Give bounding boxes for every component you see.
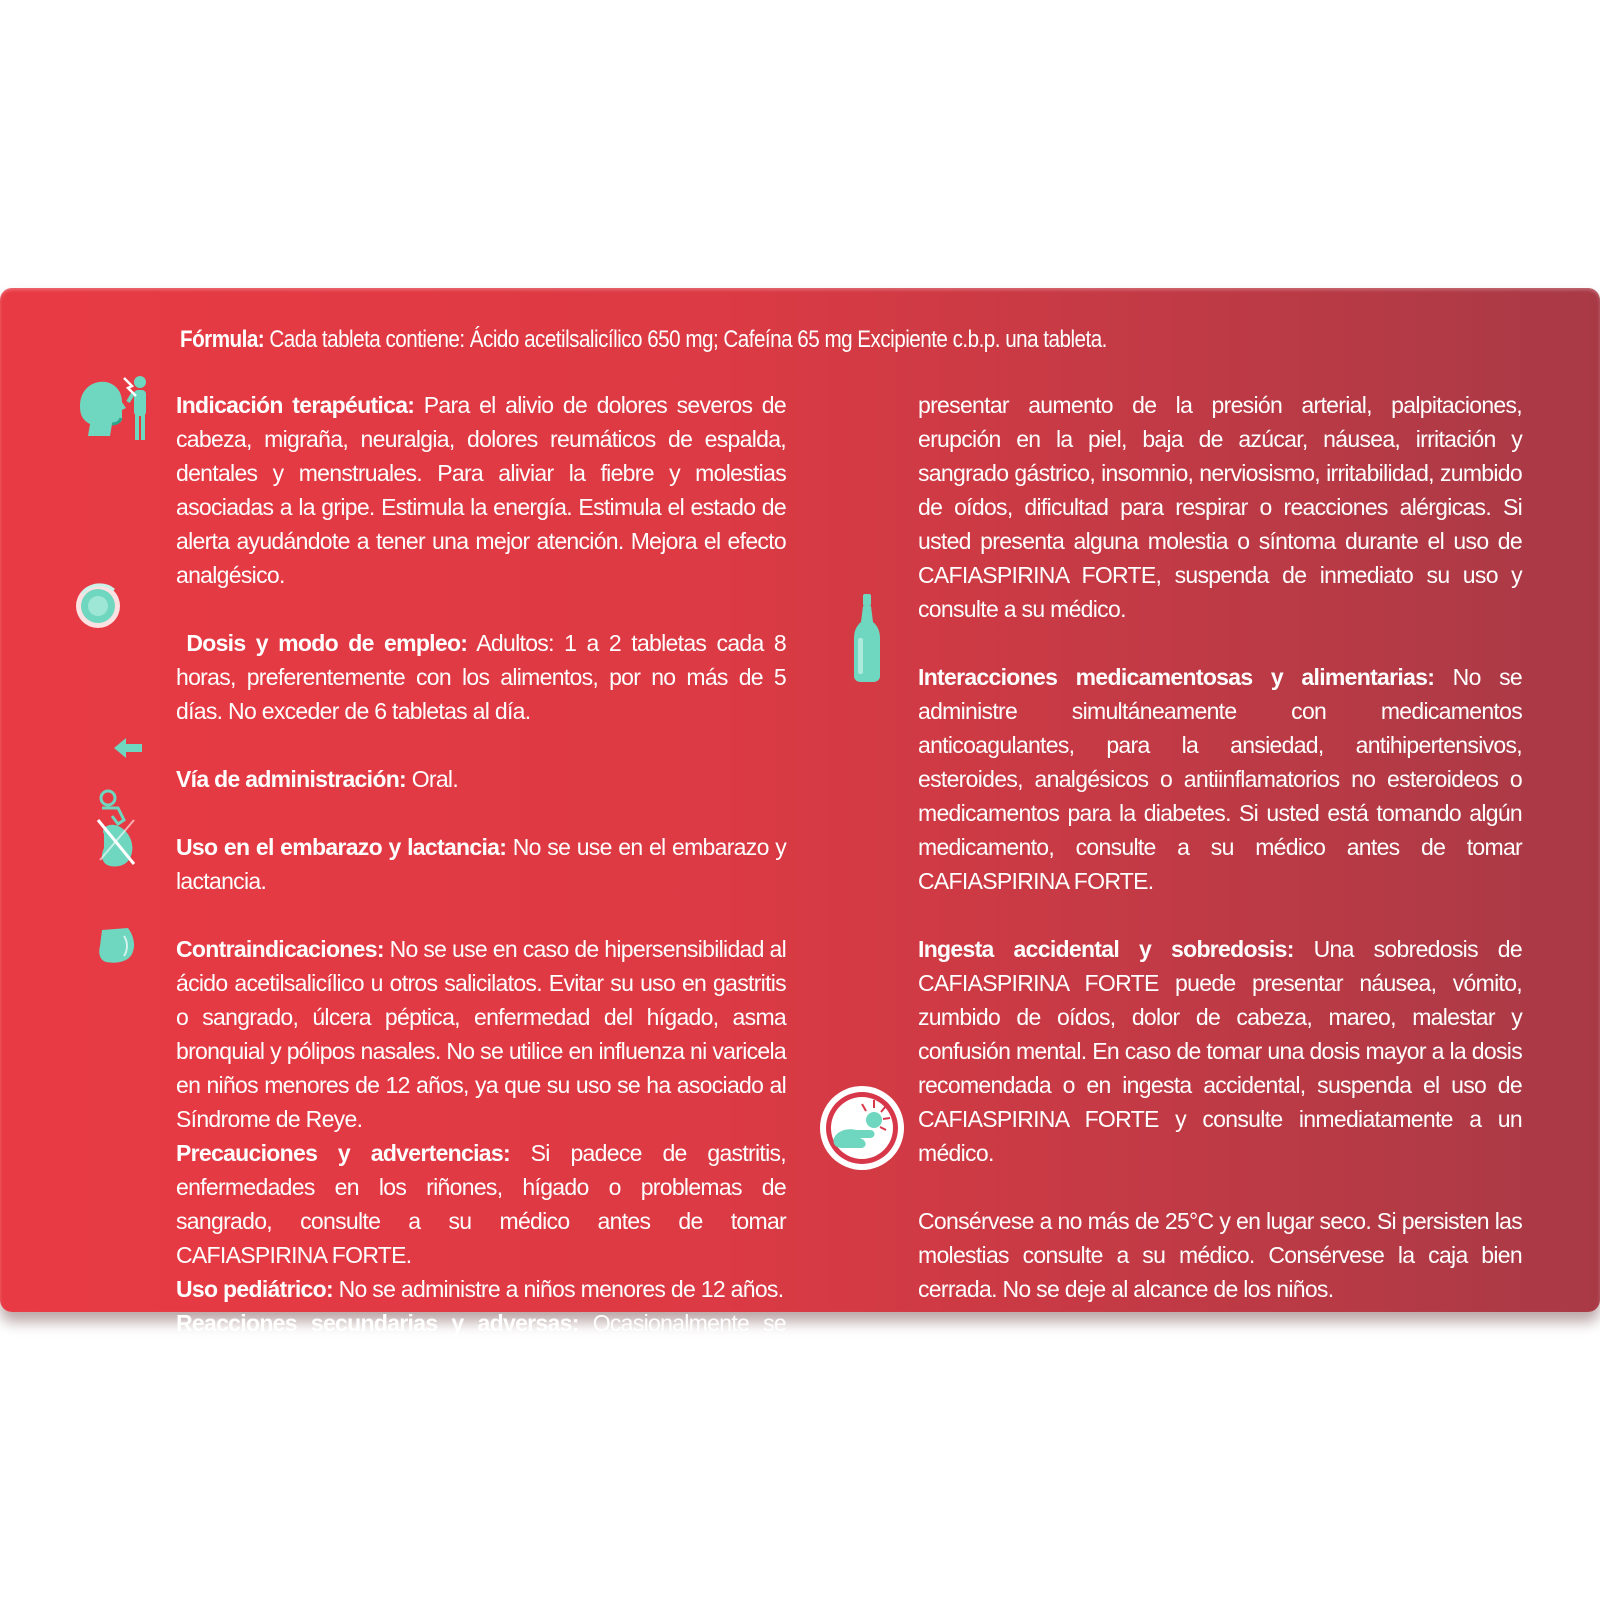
- formula-line: [180, 326, 1350, 354]
- via-label: Vía de administración:: [176, 766, 406, 792]
- head-pain-icon: [76, 372, 152, 444]
- arrow-left-icon: [112, 736, 144, 760]
- pediatrico-text: No se administre a niños menores de 12 años.: [332, 1276, 784, 1302]
- formula-text: Cada tableta contiene: Ácido acetilsalicílico 650 mg; Cafeína 65 mg Excipiente c.b.p. una tableta.: [264, 326, 1107, 353]
- via-section: [176, 762, 786, 796]
- precauciones-section: [176, 1136, 786, 1272]
- interacciones-label: Interacciones medicamentosas y alimentarias:: [918, 664, 1435, 690]
- contraindicaciones-section: [176, 932, 786, 1136]
- instructions-panel: [0, 288, 1600, 1370]
- ingesta-section: [918, 932, 1522, 1170]
- pediatrico-section: [176, 1272, 786, 1306]
- left-column: [176, 388, 786, 1374]
- reacciones-text: Ocasionalmente se puede: [176, 1310, 787, 1370]
- interacciones-section: [918, 660, 1522, 898]
- contraindicaciones-label: Contraindicaciones:: [176, 936, 384, 962]
- embarazo-label: Uso en el embarazo y lactancia:: [176, 834, 507, 860]
- ingesta-label: Ingesta accidental y sobredosis:: [918, 936, 1294, 962]
- stomach-icon: [96, 926, 138, 966]
- embarazo-section: [176, 830, 786, 898]
- precauciones-text: Si padece de gastritis, enfermedades en los riñones, hígado o problemas de sangrado, consulte a su médico antes de tomar CAFIASPIRINA FORTE.: [176, 1140, 786, 1268]
- tablet-icon: [74, 580, 124, 632]
- interacciones-text: No se administre simultáneamente con medicamentos anticoagulantes, para la ansiedad, antihipertensivos, esteroides, analgésicos o antiinflamatorios no esteroideos o medicamentos para la diabetes. Si usted está tomando algún medicamento, consulte a su médico antes de tomar CAFIASPIRINA FORTE.: [918, 664, 1522, 894]
- indicacion-section: [176, 388, 786, 592]
- right-column: [918, 388, 1522, 1306]
- ingesta-text: Una sobredosis de CAFIASPIRINA FORTE puede presentar náusea, vómito, zumbido de oídos, dolor de cabeza, mareo, malestar y confusión mental. En caso de tomar una dosis mayor a la dosis recomendada o en ingesta accidental, suspenda el uso de CAFIASPIRINA FORTE y consulte inmediatamente a un médico.: [918, 936, 1522, 1166]
- reacciones-section: [176, 1306, 786, 1374]
- indicacion-text: Para el alivio de dolores severos de cabeza, migraña, neuralgia, dolores reumáticos de espalda, dentales y menstruales. Para aliviar la fiebre y molestias asociadas a la gripe. Estimula la energía. Estimula el estado de alerta ayudándote a tener una mejor atención. Mejora el efecto analgésico.: [176, 392, 786, 588]
- contraindicaciones-text: No se use en caso de hipersensibilidad al ácido acetilsalicílico u otros salicilatos. Evitar su uso en gastritis o sangrado, úlcera péptica, enfermedad del hígado, asma bronquial y pólipos nasales. No se utilice en influenza ni varicela en niños menores de 12 años, ya que su uso se ha asociado al Síndrome de Reye.: [176, 936, 786, 1132]
- pregnancy-icon: [94, 790, 140, 872]
- precauciones-label: Precauciones y advertencias:: [176, 1140, 510, 1166]
- indicacion-label: Indicación terapéutica:: [176, 392, 415, 418]
- bottle-icon: [852, 594, 882, 682]
- embarazo-text: No se use en el embarazo y lactancia.: [176, 834, 786, 894]
- conservese-section: Consérvese a no más de 25°C y en lugar seco. Si persisten las molestias consulte a su médico. Consérvese la caja bien cerrada. No se deje al alcance de los niños.: [918, 1208, 1522, 1302]
- reacciones-continued: presentar aumento de la presión arterial, palpitaciones, erupción en la piel, baja de azúcar, náusea, irritación y sangrado gástrico, insomnio, nerviosismo, irritabilidad, zumbido de oídos, dificultad para respirar o reacciones alérgicas. Si usted presenta alguna molestia o síntoma durante el uso de CAFIASPIRINA FORTE, suspenda de inmediato su uso y consulte a su médico.: [918, 392, 1522, 622]
- via-text: Oral.: [406, 766, 459, 792]
- dosis-text: Adultos: 1 a 2 tabletas cada 8 horas, preferentemente con los alimentos, por no más de 5 días. No exceder de 6 tabletas al día.: [176, 630, 786, 724]
- formula-label: Fórmula:: [180, 326, 265, 353]
- sun-storage-icon: [816, 1082, 908, 1174]
- pediatrico-label: Uso pediátrico:: [176, 1276, 333, 1302]
- dosis-section: [176, 626, 786, 728]
- dosis-label: Dosis y modo de empleo:: [186, 630, 468, 656]
- reacciones-label: Reacciones secundarias y adversas:: [176, 1310, 579, 1336]
